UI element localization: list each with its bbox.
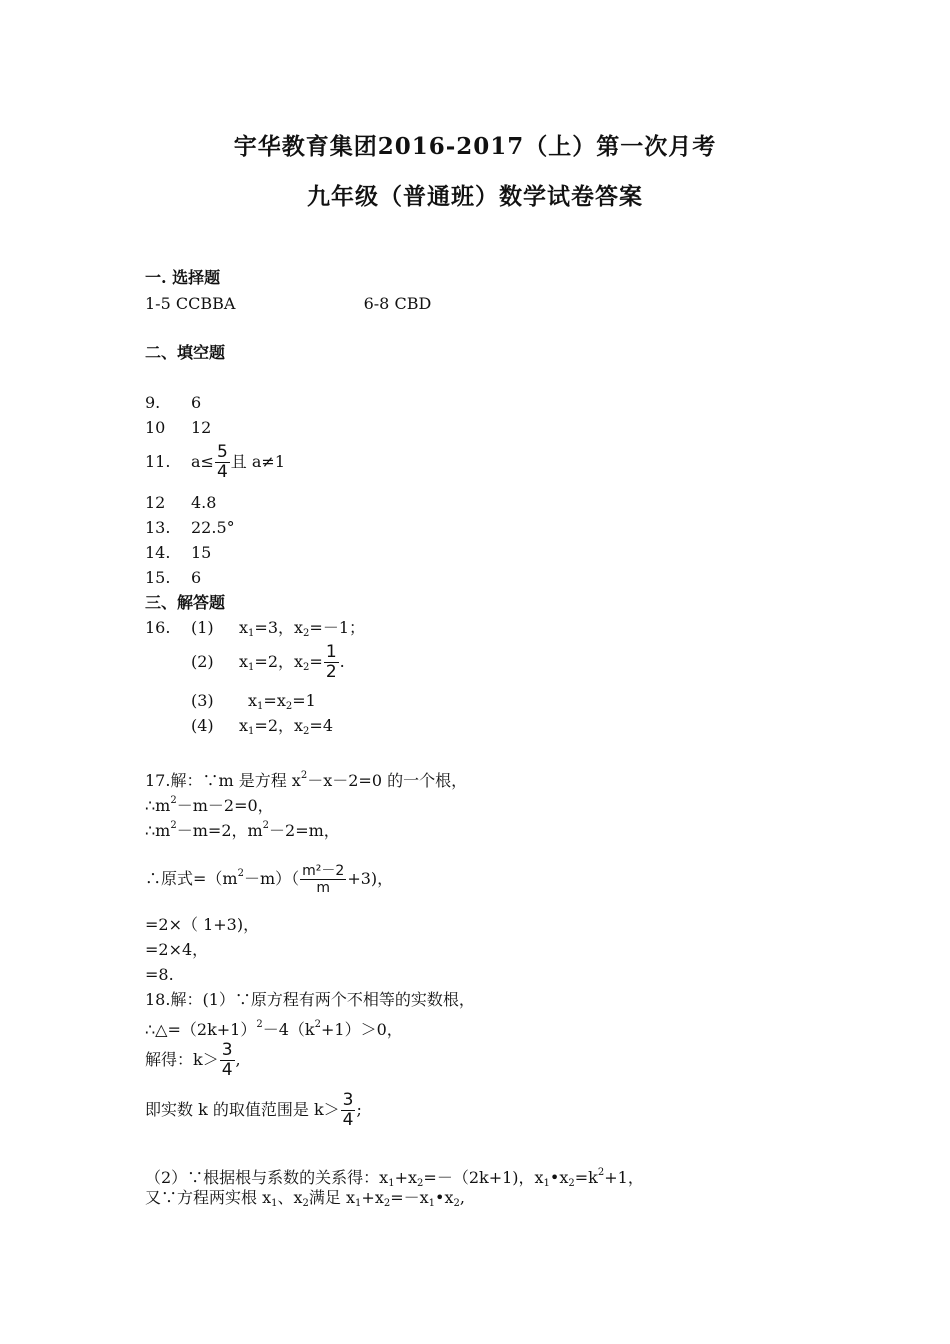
q17-line7: =8.	[145, 965, 174, 984]
q17-line6: =2×4，	[145, 940, 209, 959]
fraction-5-4	[215, 443, 230, 482]
q17-line3	[145, 816, 340, 841]
fraction-3-4	[341, 1091, 356, 1130]
text: ,	[235, 1050, 241, 1069]
subscript: 2	[568, 1178, 575, 1189]
q18-line3	[145, 1038, 241, 1082]
fill-q13	[145, 518, 235, 538]
part-label: (2)	[191, 652, 214, 671]
fraction-numerator: 3	[342, 1090, 354, 1110]
text: ∴m	[145, 796, 171, 815]
text: =k	[574, 1168, 598, 1187]
text: 即实数 k 的取值范围是 k＞	[145, 1100, 340, 1119]
q-number: 11.	[145, 452, 171, 471]
fraction-denominator: 4	[342, 1110, 354, 1130]
fill-q15	[145, 568, 201, 588]
superscript: 2	[262, 820, 270, 831]
value: =3，	[254, 618, 294, 637]
var: x	[239, 652, 249, 671]
subscript: 1	[428, 1198, 436, 1209]
text: +x	[394, 1168, 418, 1187]
q16-part1	[145, 618, 365, 644]
fill-q9	[145, 393, 201, 413]
value: =4	[309, 716, 333, 735]
text: 又∵方程两实根 x	[145, 1188, 272, 1207]
choice-answers	[145, 294, 431, 314]
superscript: 2	[237, 868, 244, 879]
value: =x	[263, 691, 286, 710]
choice-answers-1-5: 1-5 CCBBA	[145, 294, 236, 313]
value: =1	[292, 691, 316, 710]
var: x	[239, 618, 249, 637]
q17-line2	[145, 791, 274, 816]
text: 、x	[277, 1188, 303, 1207]
q-number: 14.	[145, 543, 171, 562]
var: x	[294, 618, 304, 637]
q18-line4	[145, 1088, 362, 1132]
fraction-numerator: 3	[221, 1040, 233, 1060]
q-answer-pre: a≤	[191, 452, 214, 471]
fraction-denominator: 2	[325, 662, 337, 682]
text: －m－2=0，	[176, 796, 274, 815]
q-answer: 22.5°	[191, 518, 235, 537]
text: +1，	[604, 1168, 644, 1187]
text: +x	[361, 1188, 384, 1207]
q17-line5: =2×（ 1+3)，	[145, 915, 260, 934]
fraction-denominator: 4	[221, 1060, 233, 1080]
q-answer: 15	[191, 543, 212, 562]
value: =－1；	[309, 618, 365, 637]
title-line-1: 宇华教育集团2016-2017（上）第一次月考	[233, 133, 717, 160]
q16-part4	[145, 716, 333, 742]
q16-part2	[145, 642, 345, 688]
fraction-denominator: 4	[216, 462, 228, 482]
q-answer: 12	[191, 418, 212, 437]
text: +3)，	[347, 869, 394, 888]
text: =－（2k+1)，x	[423, 1168, 544, 1187]
q16-part3	[145, 691, 316, 717]
q-number: 13.	[145, 518, 171, 537]
superscript: 2	[170, 820, 177, 831]
subscript: 1	[355, 1198, 362, 1209]
text: ;	[356, 1100, 362, 1119]
value: =2，	[254, 716, 294, 735]
text: 满足 x	[308, 1188, 356, 1207]
fraction-1-2	[324, 643, 339, 682]
text: －2=m，	[269, 821, 340, 840]
subscript: 2	[417, 1178, 424, 1189]
superscript: 2	[300, 770, 308, 781]
q-answer-post: 且 a≠1	[230, 452, 285, 471]
subscript: 2	[285, 701, 293, 712]
q17-line1	[145, 766, 467, 791]
text: －x－2=0 的一个根，	[307, 771, 468, 790]
fraction-numerator: 1	[325, 642, 337, 662]
value: .	[339, 652, 345, 671]
var: x	[239, 716, 249, 735]
q-number: 10	[145, 418, 166, 437]
subscript: 2	[303, 726, 310, 737]
fraction-denominator: m	[316, 880, 331, 896]
fraction-3-4	[220, 1041, 235, 1080]
text: －m）（	[243, 869, 300, 888]
q-number: 9.	[145, 393, 161, 412]
subscript: 1	[257, 701, 264, 712]
q18-line1: 18.解：(1）∵原方程有两个不相等的实数根，	[145, 990, 475, 1009]
fraction-numerator: m²－2	[302, 863, 345, 879]
subscript: 1	[248, 662, 255, 673]
superscript: 2	[256, 1019, 263, 1030]
subscript: 2	[303, 662, 310, 673]
text: ∴△=（2k+1）	[145, 1020, 257, 1039]
subscript: 2	[453, 1198, 460, 1209]
text: ∴m	[145, 821, 171, 840]
fill-q14	[145, 543, 211, 563]
text: •x	[549, 1168, 569, 1187]
title-line-2: 九年级（普通班）数学试卷答案	[307, 183, 643, 210]
fraction-m2-2-over-m	[300, 863, 346, 896]
q-number: 12	[145, 493, 166, 512]
text: 解得：k＞	[145, 1050, 219, 1069]
section-fill-heading: 二、填空题	[145, 343, 226, 362]
fill-q10	[145, 418, 211, 438]
section-choice-heading: 一. 选择题	[145, 268, 221, 287]
text: 17.解：∵m 是方程 x	[145, 771, 301, 790]
var: x	[294, 652, 304, 671]
subscript: 1	[248, 628, 255, 639]
q-number: 15.	[145, 568, 171, 587]
q-answer: 4.8	[191, 493, 217, 512]
part-label: (4)	[191, 716, 214, 735]
subscript: 1	[543, 1178, 550, 1189]
value: =	[309, 652, 323, 671]
fraction-numerator: 5	[216, 442, 228, 462]
text: •x	[435, 1188, 454, 1207]
superscript: 2	[170, 795, 177, 806]
part-label: (1)	[191, 618, 214, 637]
var: x	[248, 691, 258, 710]
subscript: 1	[248, 726, 255, 737]
text: +1）＞0，	[321, 1020, 403, 1039]
part-label: (3)	[191, 691, 214, 710]
var: x	[294, 716, 304, 735]
subscript: 1	[271, 1198, 278, 1209]
section-solution-heading: 三、解答题	[145, 593, 226, 612]
subscript: 1	[388, 1178, 395, 1189]
value: =2，	[254, 652, 294, 671]
text: ,	[459, 1188, 465, 1207]
text: =－x	[390, 1188, 429, 1207]
subscript: 2	[303, 628, 310, 639]
q-answer: 6	[191, 393, 202, 412]
subscript: 2	[302, 1198, 309, 1209]
q18-line2	[145, 1015, 403, 1040]
text: －4（k	[262, 1020, 315, 1039]
superscript: 2	[314, 1019, 321, 1030]
q-number: 16.	[145, 618, 171, 637]
fill-q11	[145, 442, 285, 482]
subscript: 2	[383, 1198, 391, 1209]
q17-line4	[145, 852, 393, 901]
text: （2）∵根据根与系数的关系得：x	[145, 1168, 389, 1187]
text: ∴原式=（m	[145, 869, 238, 888]
text: －m=2，m	[176, 821, 263, 840]
fill-q12	[145, 493, 216, 513]
superscript: 2	[597, 1167, 605, 1178]
choice-answers-6-8: 6-8 CBD	[363, 294, 432, 313]
q18-line6	[145, 1188, 465, 1214]
q-answer: 6	[191, 568, 202, 587]
